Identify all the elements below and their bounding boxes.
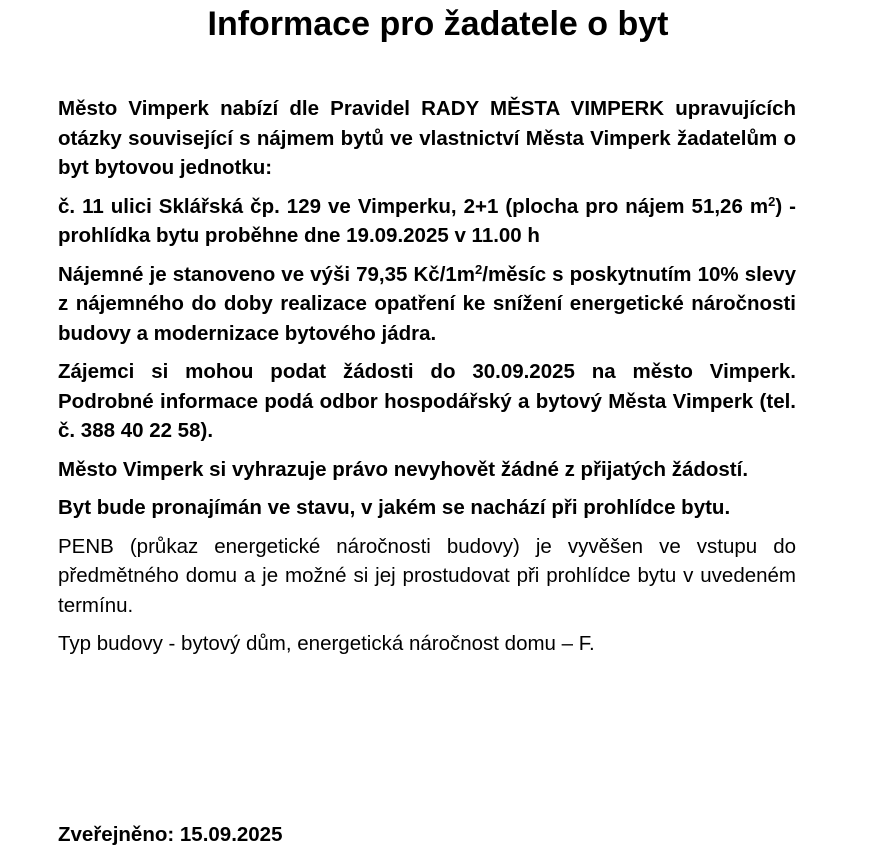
reservation-paragraph: Město Vimperk si vyhrazuje právo nevyhovět žádné z přijatých žádostí. <box>58 457 749 481</box>
apartment-paragraph <box>58 192 796 251</box>
rent-paragraph <box>58 260 796 349</box>
document-body <box>58 94 796 668</box>
building-type-paragraph: Typ budovy - bytový dům, energetická náročnost domu – F. <box>58 632 595 655</box>
penb-paragraph: PENB (průkaz energetické náročnosti budovy) je vyvěšen ve vstupu do předmětného domu a je možné si jej prostudovat při prohlídce bytu v uvedeném termínu. <box>58 534 796 617</box>
condition-paragraph: Byt bude pronajímán ve stavu, v jakém se nachází při prohlídce bytu. <box>58 496 731 519</box>
apartment-area-superscript: 2 <box>768 193 776 209</box>
published-date: Zveřejněno: 15.09.2025 <box>58 823 283 846</box>
rent-text-end: /měsíc s poskytnutím 10% slevy z nájemného do doby realizace opatření ke snížení energetické náročnosti budovy a modernizace bytového jádra. <box>58 262 796 345</box>
document-title: Informace pro žadatele o byt <box>207 5 669 43</box>
rent-superscript: 2 <box>475 261 483 277</box>
intro-paragraph: Město Vimperk nabízí dle Pravidel RADY MĚSTA VIMPERK upravujících otázky související s nájmem bytů ve vlastnictví Města Vimperk žadatelům o byt bytovou jednotku: <box>58 97 796 179</box>
apartment-text-end: ) - prohlídka bytu proběhne dne 19.09.2025 v 11.00 h <box>58 194 796 247</box>
apartment-text-start: č. 11 ulici Sklářská čp. 129 ve Vimperku, 2+1 (plocha pro nájem 51,26 m <box>58 194 769 218</box>
rent-text-start: Nájemné je stanoveno ve výši 79,35 Kč/1m <box>58 262 476 286</box>
application-paragraph: Zájemci si mohou podat žádosti do 30.09.2025 na město Vimperk. Podrobné informace podá odbor hospodářský a bytový Města Vimperk (tel. č. 388 40 22 58). <box>58 360 796 442</box>
